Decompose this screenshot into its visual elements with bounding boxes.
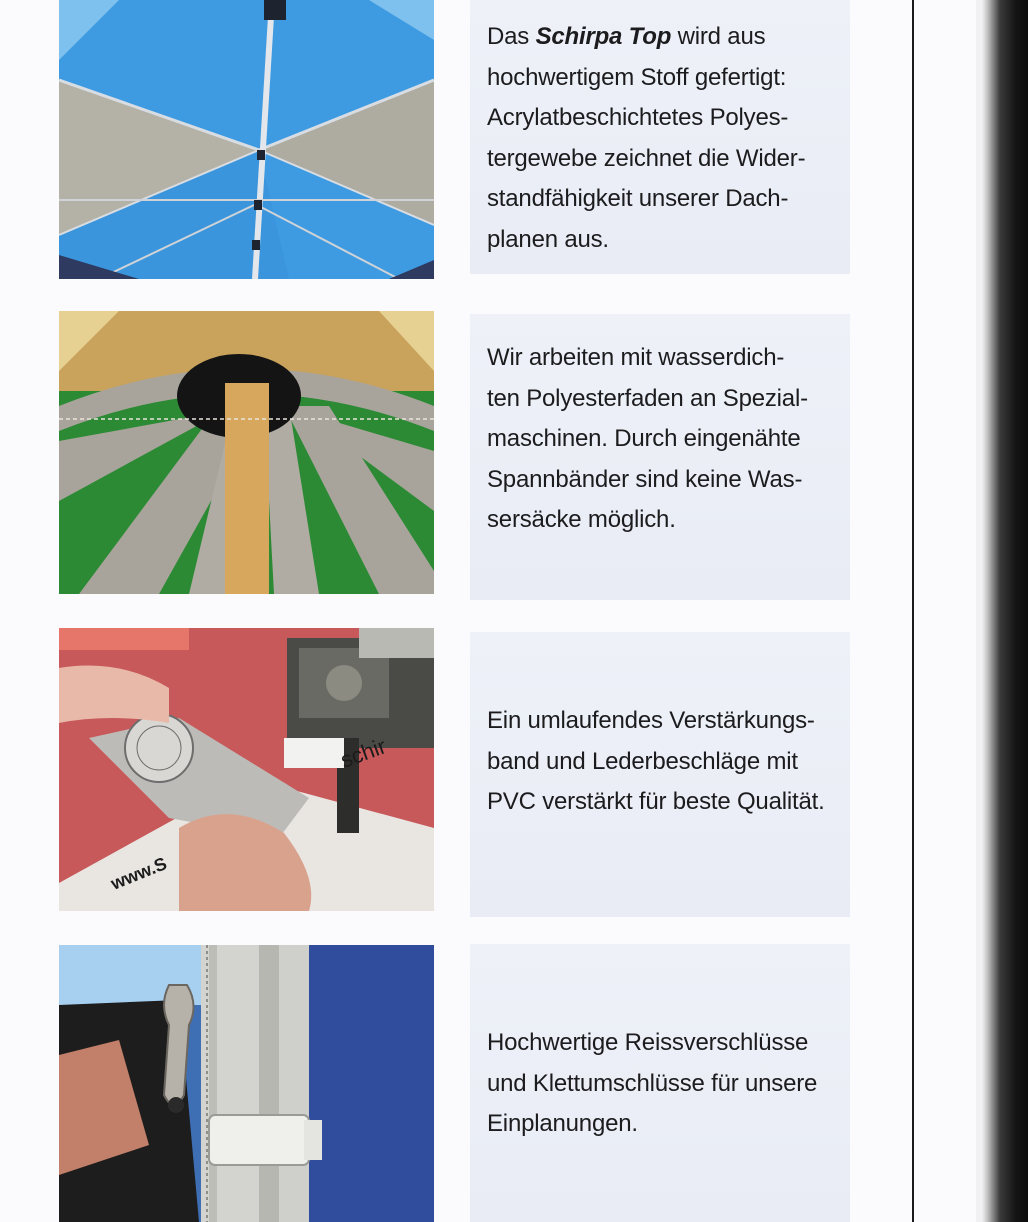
sewing-machine-reinforcement-photo [59,628,434,911]
description-block-1 [487,17,805,260]
text-line: band und Lederbeschläge mit [487,747,798,775]
product-name: Schirpa Top [535,23,672,50]
vertical-rule [912,0,914,1222]
description-block-3 [487,701,825,823]
text-line: und Klettumschlüsse für unsere [487,1069,818,1097]
zipper-velcro-photo [59,945,434,1222]
text-line: tergewebe zeichnet die Wider- [487,144,806,172]
text-line: Spannbänder sind keine Was- [487,465,803,493]
scan-edge [976,0,1028,1222]
text-line: hochwertigem Stoff gefertigt: [487,63,787,91]
text-line: standfähigkeit unserer Dach- [487,185,789,212]
text-line: maschinen. Durch eingenähte [487,425,801,452]
text-line: planen aus. [487,225,609,253]
text-line: sersäcke möglich. [487,506,676,533]
website-label: www.S [108,853,170,894]
text-line: ten Polyesterfaden an Spezial- [487,384,808,412]
sewn-roof-seams-photo [59,311,434,594]
tent-canopy-roof-photo [59,0,434,279]
text-line: Das Schirpa Top wird aus [487,23,766,50]
stitch-label: schir [337,733,390,773]
description-block-2 [487,338,808,541]
text-line: Acrylatbeschichtetes Polyes- [487,104,789,131]
text-line: Einplanungen. [487,1110,638,1137]
text-line: Ein umlaufendes Verstärkungs- [487,707,815,734]
text-line: Wir arbeiten mit wasserdich- [487,344,785,371]
description-block-4 [487,1023,817,1145]
text-line: Hochwertige Reissverschlüsse [487,1029,809,1056]
text-line: PVC verstärkt für beste Qualität. [487,788,825,815]
